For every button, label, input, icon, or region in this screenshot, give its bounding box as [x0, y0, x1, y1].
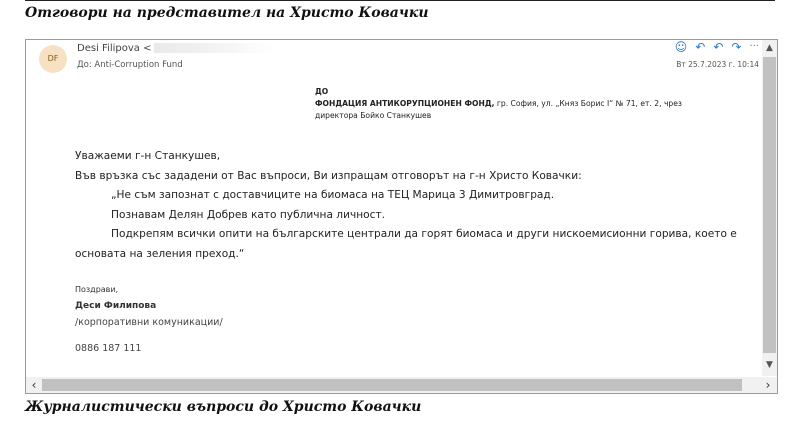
reply-all-icon[interactable]: ↶: [713, 40, 724, 54]
body-greeting: Уважаеми г-н Станкушев,: [75, 150, 221, 162]
scroll-up-icon[interactable]: ▲: [766, 43, 773, 53]
address-org: ФОНДАЦИЯ АНТИКОРУПЦИОНЕН ФОНД,: [315, 99, 495, 108]
signature-greeting: Поздрави,: [75, 285, 119, 294]
scroll-left-icon[interactable]: ‹: [31, 378, 37, 392]
vertical-scroll-thumb[interactable]: [763, 57, 776, 353]
reply-icon[interactable]: ↶: [695, 40, 706, 54]
more-icon[interactable]: ···: [749, 41, 759, 52]
scroll-right-icon[interactable]: ›: [765, 378, 771, 392]
email-date: Вт 25.7.2023 г. 10:14: [676, 60, 759, 69]
body-quote-1: „Не съм запознат с доставчиците на биомаса на ТЕЦ Марица 3 Димитровград.: [111, 189, 555, 201]
body-quote-2: Познавам Делян Добрев като публична личност.: [111, 208, 385, 221]
top-rule: [25, 0, 775, 1]
forward-icon[interactable]: ↷: [731, 40, 742, 54]
page-heading-bottom: Журналистически въпроси до Христо Ковачки: [25, 399, 422, 415]
signature-name: Деси Филипова: [75, 301, 157, 311]
signature-phone: 0886 187 111: [75, 343, 142, 354]
email-body: [75, 147, 760, 264]
email-actions: [675, 41, 759, 53]
page-heading-top: Отговори на представител на Христо Ковачки: [25, 5, 429, 21]
redacted-email: [154, 43, 274, 53]
body-quote-end: основата на зеления преход.“: [75, 247, 245, 260]
recipient-line: До: Anti-Corruption Fund: [77, 60, 183, 70]
vertical-scrollbar[interactable]: [762, 40, 777, 376]
signature: [75, 285, 223, 328]
email-screenshot: [25, 39, 778, 394]
address-to: ДО: [315, 87, 329, 96]
sender-name: Desi Filipova <: [77, 43, 152, 54]
sender-line[interactable]: [77, 43, 274, 54]
scroll-down-icon[interactable]: ▼: [766, 360, 773, 370]
avatar: DF: [39, 45, 67, 73]
smile-icon[interactable]: ☺: [674, 40, 688, 54]
horizontal-scrollbar[interactable]: [26, 377, 777, 393]
horizontal-scroll-thumb[interactable]: [42, 379, 742, 391]
address-director: директора Бойко Станкушев: [315, 111, 432, 120]
address-org-rest: гр. София, ул. „Княз Борис I“ № 71, ет. 2, чрез: [494, 99, 682, 108]
body-quote-3: Подкрепям всички опити на българските централи да горят биомаса и други нискоемисионни горива, което е: [111, 228, 737, 240]
address-block: [315, 86, 755, 122]
signature-dept: /корпоративни комуникации/: [75, 317, 223, 328]
email-pane: [26, 40, 761, 376]
body-intro: Във връзка със зададени от Вас въпроси, Ви изпращам отговорът на г-н Христо Ковачки:: [75, 169, 582, 182]
address-org-line: [315, 98, 755, 110]
